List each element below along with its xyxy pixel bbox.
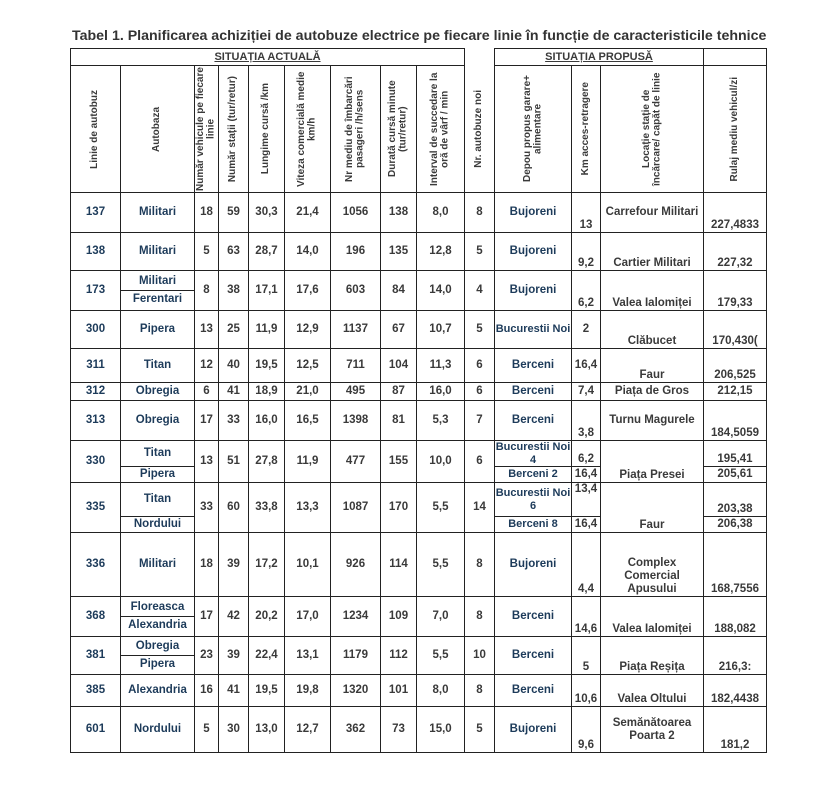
group-proposed: SITUAȚIA PROPUSĂ [495,49,704,66]
table-title: Tabel 1. Planificarea achiziției de autobuze electrice pe fiecare linie în funcție de caracteristicile tehnice [72,28,767,44]
km-access: 7,4 [572,383,601,401]
km-day: 216,3: [704,637,767,675]
speed: 11,9 [285,441,331,483]
depot: Militari [121,193,195,233]
table-row [71,707,767,753]
line-number: 173 [71,271,121,311]
stations: 40 [219,349,249,383]
new-depot: Berceni [495,675,572,707]
new-buses: 4 [465,271,495,311]
stations: 33 [219,401,249,441]
interval: 5,5 [417,533,465,597]
boarding: 196 [331,233,381,271]
km-access: 9,6 [572,707,601,753]
km-day: 182,4438 [704,675,767,707]
km-day: 206,38 [704,517,767,533]
line-number: 138 [71,233,121,271]
interval: 5,5 [417,483,465,533]
new-buses: 5 [465,311,495,349]
km-access: 3,8 [572,401,601,441]
table-row [71,401,767,441]
header-new-buses: Nr. autobuze noi [465,66,495,193]
new-buses: 8 [465,597,495,637]
bus-planning-table [70,48,767,753]
stations: 51 [219,441,249,483]
interval: 10,7 [417,311,465,349]
interval: 14,0 [417,271,465,311]
depot: Pipera [121,311,195,349]
header-charging: Locație stație de încărcare/ capăt de linie [601,66,704,193]
length: 20,2 [249,597,285,637]
table-row [71,441,767,467]
header-vehicles: Număr vehicule pe fiecare linie [195,67,217,191]
charging-location: Faur [601,483,704,533]
charging-location: Piața Reșița [601,637,704,675]
new-buses: 8 [465,675,495,707]
km-day: 227,32 [704,233,767,271]
depot: Obregia Pipera [121,637,195,675]
vehicles: 18 [195,533,219,597]
line-number: 311 [71,349,121,383]
new-depot: Bujoreni [495,271,572,311]
boarding: 495 [331,383,381,401]
charging-location: Valea Ialomiței [601,271,704,311]
group-current: SITUAȚIA ACTUALĂ [71,49,465,66]
speed: 12,7 [285,707,331,753]
depot: Obregia [121,401,195,441]
line-number: 330 [71,441,121,483]
km-day: 179,33 [704,271,767,311]
line-number: 381 [71,637,121,675]
header-duration: Durată cursă minute (tur/retur) [381,66,417,193]
km-day: 212,15 [704,383,767,401]
duration: 155 [381,441,417,483]
speed: 13,1 [285,637,331,675]
table-row [71,483,767,517]
header-km: Km acces-retragere [572,66,601,193]
length: 33,8 [249,483,285,533]
stations: 39 [219,637,249,675]
duration: 170 [381,483,417,533]
boarding: 1398 [331,401,381,441]
vehicles: 16 [195,675,219,707]
new-depot: Berceni [495,383,572,401]
charging-location: Clăbucet [601,311,704,349]
interval: 16,0 [417,383,465,401]
vehicles: 17 [195,597,219,637]
interval: 8,0 [417,193,465,233]
duration: 109 [381,597,417,637]
line-number: 601 [71,707,121,753]
boarding: 1320 [331,675,381,707]
interval: 5,5 [417,637,465,675]
boarding: 926 [331,533,381,597]
vehicles: 12 [195,349,219,383]
new-buses: 6 [465,383,495,401]
line-number: 336 [71,533,121,597]
interval: 7,0 [417,597,465,637]
speed: 12,5 [285,349,331,383]
line-number: 312 [71,383,121,401]
speed: 19,8 [285,675,331,707]
depot: Titan [121,441,195,467]
table-row [71,311,767,349]
new-depot: Berceni 2 [495,467,572,483]
stations: 63 [219,233,249,271]
depot: Militari Ferentari [121,271,195,311]
depot: Obregia [121,383,195,401]
km-day: 170,430( [704,311,767,349]
charging-location: Turnu Magurele [601,401,704,441]
duration: 73 [381,707,417,753]
table-row [71,533,767,597]
stations: 41 [219,675,249,707]
interval: 11,3 [417,349,465,383]
new-depot: Bujoreni [495,193,572,233]
km-access: 16,4 [572,467,601,483]
depot: Nordului [121,517,195,533]
header-interval: Interval de succedare la oră de vârf / min [417,66,465,193]
speed: 17,6 [285,271,331,311]
table-row [71,349,767,383]
boarding: 603 [331,271,381,311]
length: 22,4 [249,637,285,675]
duration: 81 [381,401,417,441]
km-day: 181,2 [704,707,767,753]
km-access: 5 [572,637,601,675]
km-access: 13 [572,193,601,233]
km-day: 188,082 [704,597,767,637]
km-access: 2 [572,311,601,349]
table-row [71,193,767,233]
vehicles: 5 [195,233,219,271]
new-depot: Bucurestii Noi 6 [495,483,572,517]
new-depot: Berceni [495,637,572,675]
depot: Militari [121,533,195,597]
new-buses: 5 [465,707,495,753]
new-depot: Berceni [495,597,572,637]
header-line: Linie de autobuz [71,66,121,193]
new-depot: Bujoreni [495,533,572,597]
depot: Titan [121,483,195,517]
boarding: 1056 [331,193,381,233]
km-access: 4,4 [572,533,601,597]
speed: 10,1 [285,533,331,597]
length: 13,0 [249,707,285,753]
table-row [71,271,767,311]
length: 11,9 [249,311,285,349]
stations: 38 [219,271,249,311]
table-row [71,597,767,637]
new-buses: 7 [465,401,495,441]
boarding: 1087 [331,483,381,533]
depot: Pipera [121,467,195,483]
new-depot: Bujoreni [495,707,572,753]
km-day: 227,4833 [704,193,767,233]
charging-location: Carrefour Militari [601,193,704,233]
speed: 21,4 [285,193,331,233]
km-access: 9,2 [572,233,601,271]
duration: 138 [381,193,417,233]
new-depot: Bujoreni [495,233,572,271]
km-day: 205,61 [704,467,767,483]
duration: 135 [381,233,417,271]
charging-location: Faur [601,349,704,383]
boarding: 362 [331,707,381,753]
charging-location: Cartier Militari [601,233,704,271]
new-buses: 5 [465,233,495,271]
charging-location: Piața Presei [601,441,704,483]
charging-location: Semănătoarea Poarta 2 [601,707,704,753]
line-number: 137 [71,193,121,233]
interval: 15,0 [417,707,465,753]
vehicles: 18 [195,193,219,233]
depot: Nordului [121,707,195,753]
new-buses: 6 [465,441,495,483]
vehicles: 33 [195,483,219,533]
length: 19,5 [249,349,285,383]
new-buses: 14 [465,483,495,533]
vehicles: 17 [195,401,219,441]
boarding: 711 [331,349,381,383]
depot: Militari [121,233,195,271]
km-day: 184,5059 [704,401,767,441]
km-day: 206,525 [704,349,767,383]
km-day: 203,38 [704,483,767,517]
new-depot: Berceni 8 [495,517,572,533]
charging-location: Valea Ialomiței [601,597,704,637]
vehicles: 13 [195,441,219,483]
stations: 25 [219,311,249,349]
new-buses: 6 [465,349,495,383]
interval: 12,8 [417,233,465,271]
line-number: 300 [71,311,121,349]
boarding: 1137 [331,311,381,349]
interval: 8,0 [417,675,465,707]
new-buses: 8 [465,193,495,233]
table-row [71,233,767,271]
header-depot: Autobaza [121,66,195,193]
charging-location: Valea Oltului [601,675,704,707]
speed: 21,0 [285,383,331,401]
new-depot: Berceni [495,401,572,441]
header-length: Lungime cursă /km [249,66,285,193]
depot: Floreasca Alexandria [121,597,195,637]
header-boarding: Nr mediu de îmbarcări pasageri /h/sens [331,66,381,193]
duration: 84 [381,271,417,311]
length: 30,3 [249,193,285,233]
stations: 39 [219,533,249,597]
stations: 41 [219,383,249,401]
length: 28,7 [249,233,285,271]
length: 17,1 [249,271,285,311]
stations: 59 [219,193,249,233]
km-access: 16,4 [572,349,601,383]
table-row [71,675,767,707]
km-day: 195,41 [704,441,767,467]
duration: 87 [381,383,417,401]
vehicles: 23 [195,637,219,675]
duration: 101 [381,675,417,707]
header-stations: Număr stații (tur/retur) [219,66,249,193]
depot: Alexandria [121,675,195,707]
speed: 16,5 [285,401,331,441]
new-depot: Berceni [495,349,572,383]
table-row [71,383,767,401]
length: 16,0 [249,401,285,441]
new-depot: Bucurestii Noi [495,311,572,349]
boarding: 477 [331,441,381,483]
stations: 42 [219,597,249,637]
table-row [71,637,767,675]
duration: 104 [381,349,417,383]
speed: 17,0 [285,597,331,637]
interval: 5,3 [417,401,465,441]
new-buses: 10 [465,637,495,675]
header-new-depot: Depou propus garare+ alimentare [495,66,572,193]
length: 17,2 [249,533,285,597]
line-number: 313 [71,401,121,441]
vehicles: 8 [195,271,219,311]
km-access: 13,4 [572,483,601,517]
vehicles: 13 [195,311,219,349]
km-access: 6,2 [572,271,601,311]
depot: Titan [121,349,195,383]
interval: 10,0 [417,441,465,483]
length: 18,9 [249,383,285,401]
duration: 112 [381,637,417,675]
header-speed: Viteza comercială medie km/h [285,66,331,193]
new-depot: Bucurestii Noi 4 [495,441,571,466]
charging-location: Complex Comercial Apusului [601,533,704,597]
line-number: 368 [71,597,121,637]
speed: 14,0 [285,233,331,271]
speed: 12,9 [285,311,331,349]
km-access: 14,6 [572,597,601,637]
duration: 114 [381,533,417,597]
stations: 60 [219,483,249,533]
speed: 13,3 [285,483,331,533]
length: 27,8 [249,441,285,483]
line-number: 385 [71,675,121,707]
duration: 67 [381,311,417,349]
stations: 30 [219,707,249,753]
boarding: 1179 [331,637,381,675]
vehicles: 5 [195,707,219,753]
length: 19,5 [249,675,285,707]
km-access: 6,2 [572,441,601,467]
vehicles: 6 [195,383,219,401]
line-number: 335 [71,483,121,533]
header-km-day: Rulaj mediu vehicul/zi [704,66,767,193]
km-access: 16,4 [572,517,601,533]
km-day: 168,7556 [704,533,767,597]
charging-location: Piața de Gros [601,383,704,401]
new-buses: 8 [465,533,495,597]
boarding: 1234 [331,597,381,637]
km-access: 10,6 [572,675,601,707]
